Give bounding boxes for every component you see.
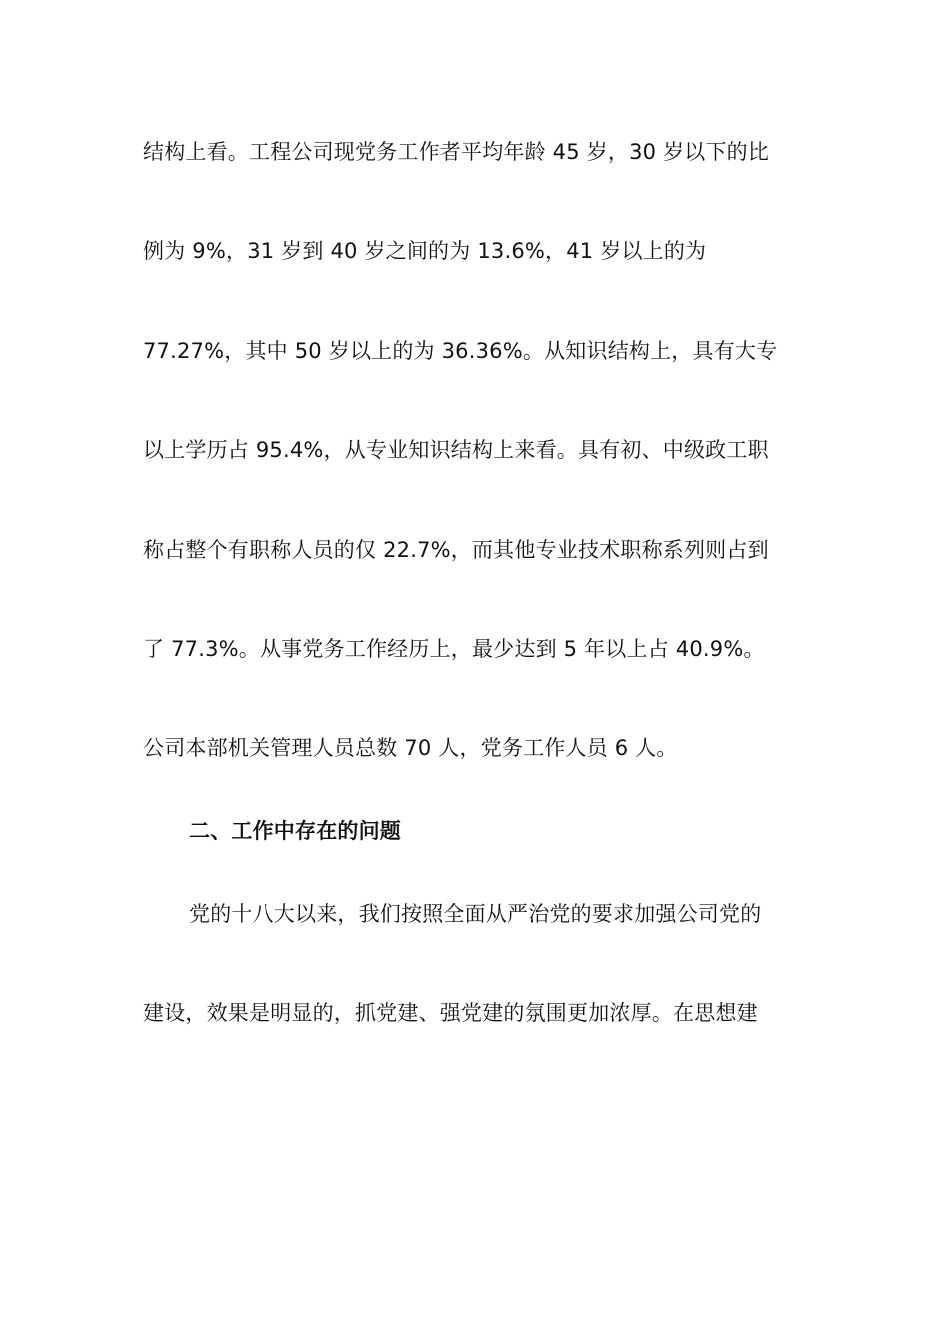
paragraph-line: 称占整个有职称人员的仅 22.7%，而其他专业技术职称系列则占到 [143,538,769,562]
paragraph-line: 公司本部机关管理人员总数 70 人，党务工作人员 6 人。 [143,736,678,760]
paragraph-line: 党的十八大以来，我们按照全面从严治党的要求加强公司党的 [189,902,762,926]
paragraph-line: 77.27%，其中 50 岁以上的为 36.36%。从知识结构上，具有大专 [143,339,778,363]
section-heading: 二、工作中存在的问题 [189,819,401,843]
paragraph-line: 建设，效果是明显的，抓党建、强党建的氛围更加浓厚。在思想建 [143,1001,758,1025]
paragraph-line: 了 77.3%。从事党务工作经历上，最少达到 5 年以上占 40.9%。 [143,637,765,661]
paragraph-line: 例为 9%，31 岁到 40 岁之间的为 13.6%，41 岁以上的为 [143,239,707,263]
paragraph-line: 以上学历占 95.4%，从专业知识结构上来看。具有初、中级政工职 [143,438,769,462]
paragraph-line: 结构上看。工程公司现党务工作者平均年龄 45 岁，30 岁以下的比 [143,140,770,164]
